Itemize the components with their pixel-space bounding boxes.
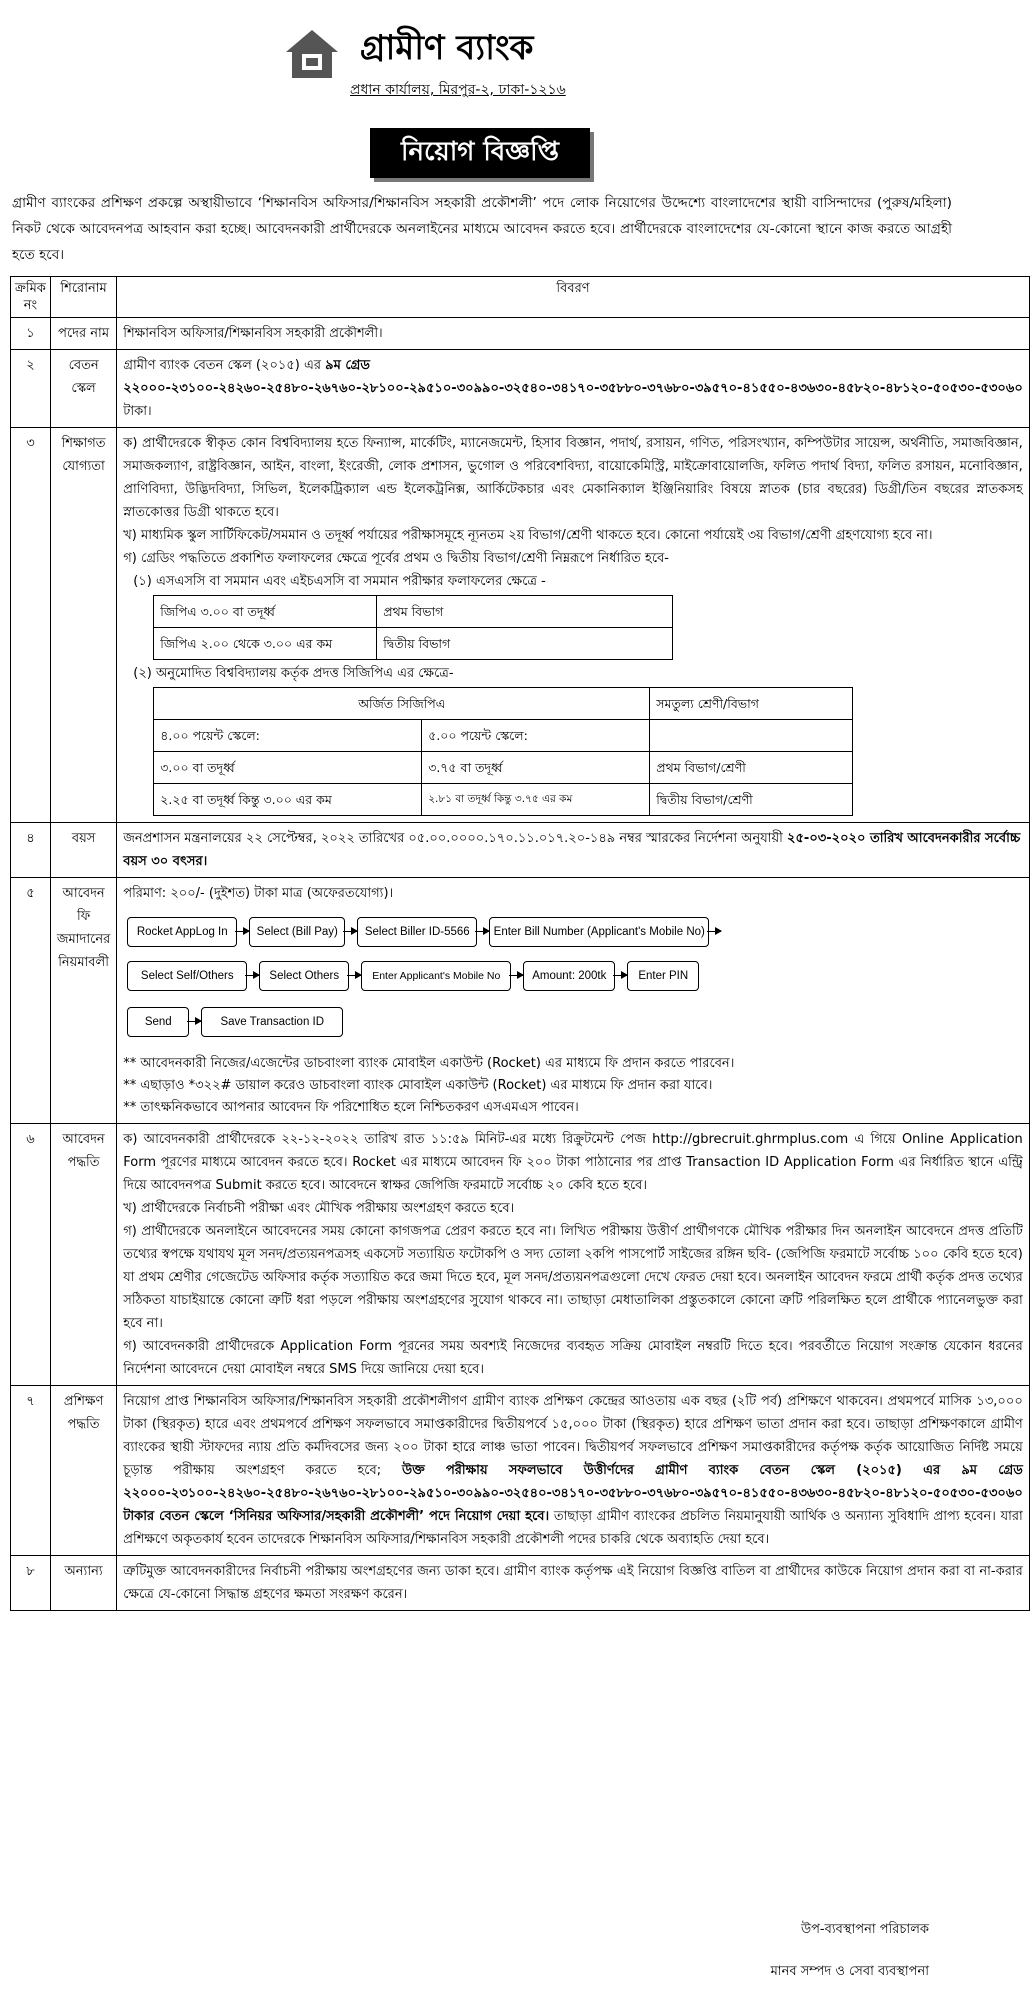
row-number: ২ <box>11 350 51 428</box>
salary-currency: টাকা। <box>123 404 152 419</box>
step-select-others: Select Others <box>259 961 349 991</box>
table-row <box>11 350 1030 428</box>
arrow <box>347 975 361 976</box>
cgpa-division <box>650 720 853 752</box>
table-row <box>11 1124 1030 1386</box>
fee-amount: পরিমাণ: ২০০/- (দুইশত) টাকা মাত্র (অফেরতযোগ্য)। <box>123 886 394 901</box>
qualification-c: গ) গ্রেডিং পদ্ধতিতে প্রকাশিত ফলাফলের ক্ষেত্রে পূর্বের প্রথম ও দ্বিতীয় বিভাগ/শ্রেণী নিম্নরূপে নির্ধারিত হবে- <box>123 551 669 566</box>
table-row <box>154 784 853 816</box>
step-rocket-login: Rocket AppLog In <box>127 917 237 947</box>
table-row <box>154 752 853 784</box>
step-self-others: Select Self/Others <box>127 961 247 991</box>
salary-scale <box>117 350 1030 428</box>
equivalent-header: সমতুল্য শ্রেণী/বিভাগ <box>650 688 853 720</box>
letterhead <box>0 18 957 118</box>
education-qualification <box>117 428 1030 823</box>
row-title: বয়স <box>50 823 116 878</box>
other-terms: ত্রুটিমুক্ত আবেদনকারীদের নির্বাচনী পরীক্ষায় অংশগ্রহণের জন্য ডাকা হবে। গ্রামীণ ব্যাংক কর্তৃপক্ষ এই নিয়োগ বিজ্ঞপ্তি বাতিল বা প্রার্থীদের কাউকে নিয়োগ প্রদান করা বা না-করার ক্ষেত্রে যে-কোনো সিদ্ধান্ত গ্রহণের ক্ষমতা সংরক্ষণ করেন। <box>117 1556 1030 1611</box>
step-save-transaction: Save Transaction ID <box>201 1007 343 1037</box>
signatory-department: মানব সম্পদ ও সেবা ব্যবস্থাপনা <box>770 1964 929 1979</box>
method-d: গ) আবেদনকারী প্রার্থীদেরকে Application Form পূরনের সময় অবশ্যই নিজেদের ব্যবহৃত সক্রিয় মোবাইল নম্বরটি দিতে হবে। পরবর্তীতে নিয়োগ সংক্রান্ত যেকোন ধরনের নির্দেশনা আবেদনে দেয়া মোবাইল নম্বরে SMS দিয়ে জানিয়ে দেয়া হবে। <box>123 1339 1023 1377</box>
fee-note: ** আবেদনকারী নিজের/এজেন্টের ডাচবাংলা ব্যাংক মোবাইল একাউন্ট (Rocket) এর মাধ্যমে ফি প্রদান করতে পারবেন। <box>123 1056 735 1071</box>
gpa-range: জিপিএ ৩.০০ বা তদূর্ধ্ব <box>154 596 377 628</box>
cgpa-4-scale: ২.২৫ বা তদূর্ধ্ব কিন্তু ৩.০০ এর কম <box>154 784 422 816</box>
head-office-address: প্রধান কার্যালয়, মিরপুর-২, ঢাকা-১২১৬ <box>350 82 566 98</box>
row-number: ৭ <box>11 1386 51 1556</box>
salary-grade: ৯ম গ্রেড <box>325 358 370 373</box>
notice-table <box>10 276 1030 1611</box>
table-header-row <box>11 277 1030 318</box>
table-row <box>11 428 1030 823</box>
row-number: ৩ <box>11 428 51 823</box>
table-row <box>11 1386 1030 1556</box>
cgpa-5-scale: ২.৮১ বা তদূর্ধ্ব কিন্তু ৩.৭৫ এর কম <box>422 784 650 816</box>
age-text: জনপ্রশাসন মন্ত্রনালয়ের ২২ সেপ্টেম্বর, ২০২২ তারিখের ০৫.০০.০০০০.১৭০.১১.০১৭.২০-১৪৯ নম্বর স্মারকের নির্দেশনা অনুযায়ী <box>123 831 783 846</box>
cgpa-5-scale: ৩.৭৫ বা তদূর্ধ্ব <box>422 752 650 784</box>
row-title: অন্যান্য <box>50 1556 116 1611</box>
ssc-hsc-label: (১) এসএসসি বা সমমান এবং এইচএসসি বা সমমান পরীক্ষার ফলাফলের ক্ষেত্রে - <box>133 574 546 589</box>
arrow <box>187 1021 201 1022</box>
row-title: বেতন স্কেল <box>50 350 116 428</box>
cgpa-division: দ্বিতীয় বিভাগ/শ্রেণী <box>650 784 853 816</box>
table-row <box>11 318 1030 350</box>
row-title: আবেদন পদ্ধতি <box>50 1124 116 1386</box>
salary-text: গ্রামীণ ব্যাংক বেতন স্কেল (২০১৫) এর <box>123 358 322 373</box>
method-b: খ) প্রার্থীদেরকে নির্বাচনী পরীক্ষা এবং মৌখিক পরীক্ষায় অংশগ্রহণ করতে হবে। <box>123 1201 515 1216</box>
table-row <box>11 823 1030 878</box>
cgpa-division: প্রথম বিভাগ/শ্রেণী <box>650 752 853 784</box>
method-c: গ) প্রার্থীদেরকে অনলাইনে আবেদনের সময় কোনো কাগজপত্র প্রেরণ করতে হবে না। লিখিত পরীক্ষায় উত্তীর্ণ প্রার্থীগণকে মৌখিক পরীক্ষার দিন অনলাইন আবেদনে প্রদত্ত প্রতিটি তথ্যের স্বপক্ষে যথাযথ মূল সনদ/প্রত্যয়নপত্রসহ একসেট সত্যায়িত ফটোকপি ও সদ্য তোলা ২কপি পাসপোর্ট সাইজের রঙ্গিন ছবি- (জেপিজি ফরমাটে সর্বোচ্চ ১০০ কেবি হতে হবে) যা প্রথম শ্রেণীর গেজেটেড অফিসার কর্তৃক সত্যায়িত করে জমা দিতে হবে, মূল সনদ/প্রত্যয়নপত্রগুলো দেখে ফেরত দেয়া হবে। অনলাইন আবেদন ফরমে প্রার্থী কর্তৃক প্রদত্ত তথ্যের সঠিকতা যাচাইয়ান্তে কোনো ত্রুটি ধরা পড়লে পরীক্ষায় অংশগ্রহণের সুযোগ থাকবে না। তাছাড়া মেধাতালিকা প্রস্তুতকালে কোনো ত্রুটি পরিলক্ষিত হলে প্রার্থীকে প্যানেলভুক্ত করা হবে না। <box>123 1224 1023 1331</box>
row-number: ৬ <box>11 1124 51 1386</box>
cgpa-label: (২) অনুমোদিত বিশ্ববিদ্যালয় কর্তৃক প্রদত্ত সিজিপিএ এর ক্ষেত্রে- <box>133 666 454 681</box>
qualification-a: ক) প্রার্থীদেরকে স্বীকৃত কোন বিশ্ববিদ্যালয় হতে ফিন্যান্স, মার্কেটিং, ম্যানেজমেন্ট, হিসাব বিজ্ঞান, পদার্থ, রসায়ন, গণিত, পরিসংখ্যান, কম্পিউটার সায়েন্স, অর্থনীতি, সমাজবিজ্ঞান, সমাজকল্যাণ, রাষ্ট্রবিজ্ঞান, আইন, বাংলা, ইংরেজী, লোক প্রশাসন, ভুগোল ও পরিবেশবিদ্যা, বায়োকেমিস্ট্রি, মাইক্রোবায়োলজি, ফলিত পদার্থ বিদ্যা, ফলিত রসায়ন, মনোবিজ্ঞান, প্রাণিবিদ্যা, উদ্ভিদবিদ্যা, সিভিল, ইলেকট্রিক্যাল এন্ড ইলেকট্রনিক্স, আর্কিটেকচার এবং মেকানিক্যাল ইঞ্জিনিয়ারিং বিষয়ে স্নাতক (চার বছরের) ডিগ্রী/তিন বছরের স্নাতকসহ স্নাতকোত্তর ডিগ্রী থাকতে হবে। <box>123 436 1023 520</box>
arrow <box>245 975 259 976</box>
arrow <box>613 975 627 976</box>
col-serial-header: ক্রমিক নং <box>11 277 51 318</box>
age-limit <box>117 823 1030 878</box>
step-send: Send <box>127 1007 189 1037</box>
bank-name: গ্রামীণ ব্যাংক <box>360 28 534 68</box>
gpa-division: প্রথম বিভাগ <box>377 596 673 628</box>
step-bill-number: Enter Bill Number (Applicant's Mobile No) <box>489 917 709 947</box>
grameen-house-logo-icon <box>282 26 342 82</box>
arrow <box>235 931 249 932</box>
gpa-division: দ্বিতীয় বিভাগ <box>377 628 673 660</box>
fee-note: ** তাৎক্ষনিকভাবে আপনার আবেদন ফি পরিশোধিত হলে নিশ্চিতকরণ এসএমএস পাবেন। <box>123 1100 579 1115</box>
notice-title: নিয়োগ বিজ্ঞপ্তি <box>370 128 590 178</box>
step-bill-pay: Select (Bill Pay) <box>249 917 345 947</box>
table-row <box>154 720 853 752</box>
intro-paragraph: গ্রামীণ ব্যাংকের প্রশিক্ষণ প্রকল্পে অস্থায়ীভাবে ‘শিক্ষানবিস অফিসার/শিক্ষানবিস সহকারী প্রকৌশলী’ পদে লোক নিয়োগের উদ্দেশ্যে বাংলাদেশের স্থায়ী বাসিন্দাদের (পুরুষ/মহিলা) নিকট থেকে আবেদনপত্র আহবান করা হচ্ছে। আবেদনকারী প্রার্থীদেরকে অনলাইনের মাধ্যমে আবেদন করতে হবে। প্রার্থীদেরকে বাংলাদেশের যে-কোনো স্থানে কাজ করতে আগ্রহী হতে হবে। <box>12 195 952 263</box>
row-title: প্রশিক্ষণ পদ্ধতি <box>50 1386 116 1556</box>
training-appointment: উক্ত পরীক্ষায় সফলভাবে উত্তীর্ণদের গ্রামীণ ব্যাংক বেতন স্কেল (২০১৫) এর ৯ম গ্রেড ২২০০০-২৩১০০-২৪২৬০-২৫৪৮০-২৬৭৬০-২৮১০০-২৯৫১০-৩০৯৯০-৩২৫৪০-৩৪১৭০-৩৫৮৮০-৩৭৬৮০-৩৯৫৭০-৪১৫৫০-৪৩৬৩০-৪৫৮২০-৪৮১২০-৫০৫৩০-৫৩০৬০ টাকার বেতন স্কেলে ‘সিনিয়র অফিসার/সহকারী প্রকৌশলী’ পদে নিয়োগ দেয়া হবে। <box>123 1463 1023 1524</box>
application-method <box>117 1124 1030 1386</box>
row-number: ৮ <box>11 1556 51 1611</box>
table-row <box>11 1556 1030 1611</box>
training-method <box>117 1386 1030 1556</box>
row-title: শিক্ষাগত যোগ্যতা <box>50 428 116 823</box>
row-number: ৪ <box>11 823 51 878</box>
row-number: ১ <box>11 318 51 350</box>
training-benefits: তাছাড়া গ্রামীণ ব্যাংকের প্রচলিত নিয়মানুযায়ী আর্থিক ও অন্যান্য সুবিধাদি প্রাপ্য হবেন। যারা প্রশিক্ষণে অকৃতকার্য হবেন তাদেরকে শিক্ষানবিস অফিসার/শিক্ষানবিস সহকারী প্রকৌশলী পদের চাকরি থেকে অব্যাহতি দেয়া হবে। <box>123 1509 1023 1547</box>
col-title-header: শিরোনাম <box>50 277 116 318</box>
method-a: ক) আবেদনকারী প্রার্থীদেরকে ২২-১২-২০২২ তারিখ রাত ১১:৫৯ মিনিট-এর মধ্যে রিক্রুটমেন্ট পেজ http://gbrecruit.ghrmplus.com এ গিয়ে Online Application Form পূরণের মাধ্যমে আবেদন করতে হবে। Rocket এর মাধ্যমে আবেদন ফি ২০০ টাকা পাঠানোর পর প্রাপ্ত Transaction ID Application Form এর নির্ধারিত স্থানে এন্ট্রি দিয়ে আবেদনপত্র Submit করতে হবে। আবেদনে স্বাক্ষর জেপিজি ফরমাটে সর্বোচ্চ ২০ কেবি হতে হবে। <box>123 1132 1023 1193</box>
qualification-b: খ) মাধ্যমিক স্কুল সার্টিফিকেট/সমমান ও তদূর্ধ্ব পর্যায়ের পরীক্ষাসমূহে ন্যূনতম ২য় বিভাগ/শ্রেণী থাকতে হবে। কোনো পর্যায়েই ৩য় বিভাগ/শ্রেণী গ্রহণযোগ্য হবে না। <box>123 528 933 543</box>
post-name: শিক্ষানবিস অফিসার/শিক্ষানবিস সহকারী প্রকৌশলী। <box>117 318 1030 350</box>
step-amount: Amount: 200tk <box>523 961 615 991</box>
row-title: পদের নাম <box>50 318 116 350</box>
step-pin: Enter PIN <box>627 961 699 991</box>
training-text: নিয়োগ প্রাপ্ত শিক্ষানবিস অফিসার/শিক্ষানবিস সহকারী প্রকৌশলীগণ গ্রামীণ ব্যাংক প্রশিক্ষণ কেন্দ্রের আওতায় এক বছর (২টি পর্ব) প্রশিক্ষণে থাকবেন। প্রথমপর্বে মাসিক ১৩,০০০ টাকা (স্থিরকৃত) হারে এবং প্রথমপর্বে প্রশিক্ষণ সফলভাবে সমাপ্তকারীদের দ্বিতীয়পর্বে ১৫,০০০ টাকা (স্থিরকৃত) হারে প্রশিক্ষণ ভাতা প্রদান করা হবে। তাছাড়া প্রশিক্ষণকালে গ্রামীণ ব্যাংকের স্থায়ী স্টাফদের ন্যায় প্রতি কর্মদিবসের জন্য ২০০ টাকা হারে লাঞ্চ ভাতা পাবেন। দ্বিতীয়পর্ব সফলভাবে প্রশিক্ষণ সমাপ্তকারীদের কর্তৃপক্ষ কর্তৃক আয়োজিত নির্দিষ্ট সময়ে চূড়ান্ত পরীক্ষায় অংশগ্রহণ করতে হবে; <box>123 1394 1023 1478</box>
fee-note: ** এছাড়াও *৩২২# ডায়াল করেও ডাচবাংলা ব্যাংক মোবাইল একাউন্ট (Rocket) এর মাধ্যমে ফি প্রদান করা যাবে। <box>123 1078 713 1093</box>
step-biller-id: Select Biller ID-5566 <box>357 917 477 947</box>
table-row <box>154 596 673 628</box>
cgpa-4-scale: ৪.০০ পয়েন্ট স্কেলে: <box>154 720 422 752</box>
cgpa-table <box>153 687 853 816</box>
payment-flowchart <box>123 909 863 1049</box>
age-max: ২৫-০৩-২০২০ তারিখ আবেদনকারীর সর্বোচ্চ বয়স ৩০ বৎসর। <box>123 831 1021 869</box>
table-row <box>154 688 853 720</box>
gpa-table <box>153 595 673 660</box>
arrow <box>707 931 721 932</box>
gpa-range: জিপিএ ২.০০ থেকে ৩.০০ এর কম <box>154 628 377 660</box>
signatory-title: উপ-ব্যবস্থাপনা পরিচালক <box>800 1922 929 1937</box>
arrow <box>343 931 357 932</box>
table-row <box>154 628 673 660</box>
row-number: ৫ <box>11 878 51 1124</box>
step-mobile-no: Enter Applicant's Mobile No <box>361 961 511 991</box>
cgpa-5-scale: ৫.০০ পয়েন্ট স্কেলে: <box>422 720 650 752</box>
cgpa-header: অর্জিত সিজিপিএ <box>154 688 650 720</box>
col-details-header: বিবরণ <box>117 277 1030 318</box>
cgpa-4-scale: ৩.০০ বা তদূর্ধ্ব <box>154 752 422 784</box>
arrow <box>475 931 489 932</box>
fee-payment <box>117 878 1030 1124</box>
table-row <box>11 878 1030 1124</box>
salary-scale-values: ২২০০০-২৩১০০-২৪২৬০-২৫৪৮০-২৬৭৬০-২৮১০০-২৯৫১০-৩০৯৯০-৩২৫৪০-৩৪১৭০-৩৫৮৮০-৩৭৬৮০-৩৯৫৭০-৪১৫৫০-৪৩৬৩০-৪৫৮২০-৪৮১২০-৫০৫৩০-৫৩০৬০ <box>123 381 1023 396</box>
arrow <box>509 975 523 976</box>
row-title: আবেদন ফি জমাদানের নিয়মাবলী <box>50 878 116 1124</box>
